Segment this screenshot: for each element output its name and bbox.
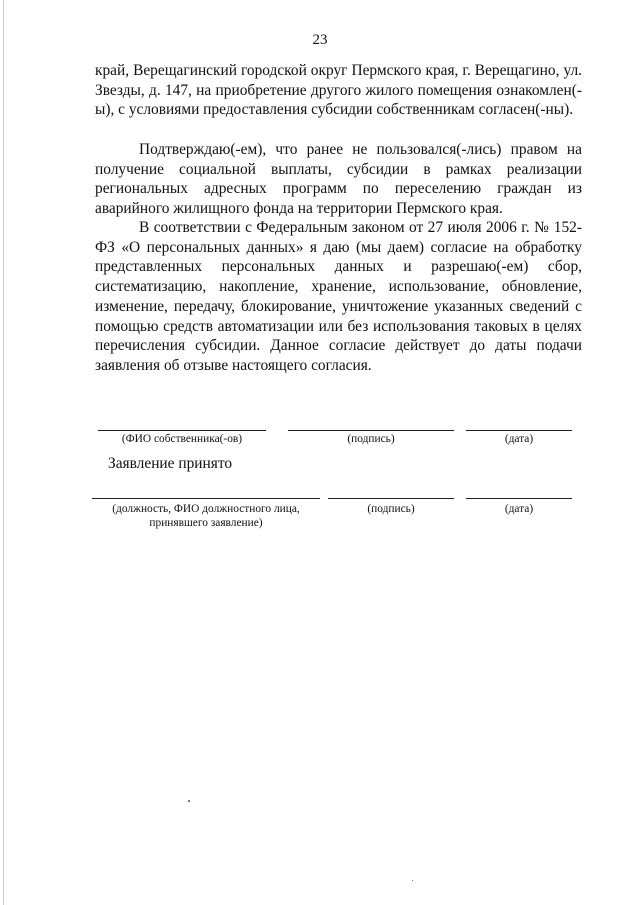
page-number: 23	[312, 32, 328, 48]
official-date-caption: (дата)	[504, 503, 534, 515]
official-signature-caption: (подпись)	[367, 503, 415, 515]
owner-signature-caption: (подпись)	[347, 433, 395, 445]
application-accepted-label: Заявление принято	[108, 455, 233, 472]
owner-name-caption: (ФИО собственника(-ов)	[121, 433, 243, 445]
scan-edge-mark	[3, 0, 4, 905]
official-signature-line	[328, 498, 454, 499]
official-name-line	[92, 498, 320, 499]
official-name-caption: (должность, ФИО должностного лица, принявшего заявление)	[112, 503, 300, 529]
scan-speck	[412, 880, 413, 881]
owner-date-caption: (дата)	[504, 433, 534, 445]
owner-signature-line	[288, 430, 454, 431]
owner-name-line	[98, 430, 266, 431]
scan-speck	[188, 800, 190, 802]
owner-date-line	[466, 430, 572, 431]
paragraph-data-consent: В соответствии с Федеральным законом от 27 июля 2006 г. № 152-ФЗ «О персональных данных» я даю (мы даем) согласие на обработку представленных персональных данных и разрешаю(-ем) сбор, систематизацию, накопление, хранение, использование, обновление, изменение, передачу, блокирование, уничтожение указанных сведений с помощью средств автоматизации или без использования таковых в целях перечисления субсидии. Данное согласие действует до даты подачи заявления об отзыве настоящего согласия.	[95, 219, 582, 374]
paragraph-confirmation: Подтверждаю(-ем), что ранее не пользовался(-лись) правом на получение социальной выплаты, субсидии в рамках реализации региональных адресных программ по переселению граждан из аварийного жилищного фонда на территории Пермского края.	[95, 141, 582, 218]
paragraph-address: край, Верещагинский городской округ Пермского края, г. Верещагино, ул. Звезды, д. 147, на приобретение другого жилого помещения ознакомлен(-ы), с условиями предоставления субсидии собственникам согласен(-ны).	[95, 62, 582, 119]
official-date-line	[466, 498, 572, 499]
